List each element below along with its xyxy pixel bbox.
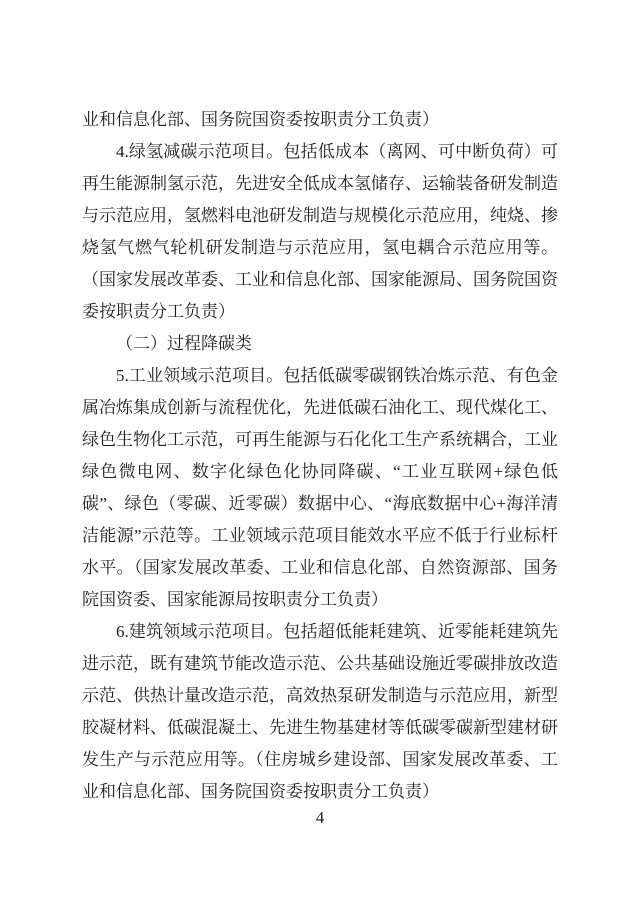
paragraph-item-4-green-hydrogen: 4.绿氢减碳示范项目。包括低成本（离网、可中断负荷）可再生能源制氢示范，先进安全低成本氢储存、运输装备研发制造与示范应用，氢燃料电池研发制造与规模化示范应用，纯烧、掺烧氢气燃气轮机研发制造与示范应用，氢电耦合示范应用等。（国家发展改革委、工业和信息化部、国家能源局、国务院国资委按职责分工负责） [82, 142, 558, 321]
document-body [82, 104, 558, 808]
section-heading-process-decarbonization: （二）过程降碳类 [116, 334, 252, 353]
page-number: 4 [315, 808, 325, 827]
paragraph-item-6-building-demo: 6.建筑领域示范项目。包括超低能耗建筑、近零能耗建筑先进示范，既有建筑节能改造示范、公共基础设施近零碳排放改造示范、供热计量改造示范，高效热泵研发制造与示范应用，新型胶凝材料、低碳混凝土、先进生物基建材等低碳零碳新型建材研发生产与示范应用等。（住房城乡建设部、国家发展改革委、工业和信息化部、国务院国资委按职责分工负责） [82, 622, 558, 801]
paragraph-item-5-industrial-demo: 5.工业领域示范项目。包括低碳零碳钢铁冶炼示范、有色金属冶炼集成创新与流程优化，先进低碳石油化工、现代煤化工、绿色生物化工示范，可再生能源与石化化工生产系统耦合，工业绿色微电网、数字化绿色化协同降碳、“工业互联网+绿色低碳”、绿色（零碳、近零碳）数据中心、“海底数据中心+海洋清洁能源”示范等。工业领域示范项目能效水平应不低于行业标杆水平。（国家发展改革委、工业和信息化部、自然资源部、国务院国资委、国家能源局按职责分工负责） [82, 366, 558, 609]
paragraph-continuation: 业和信息化部、国务院国资委按职责分工负责） [82, 110, 439, 129]
